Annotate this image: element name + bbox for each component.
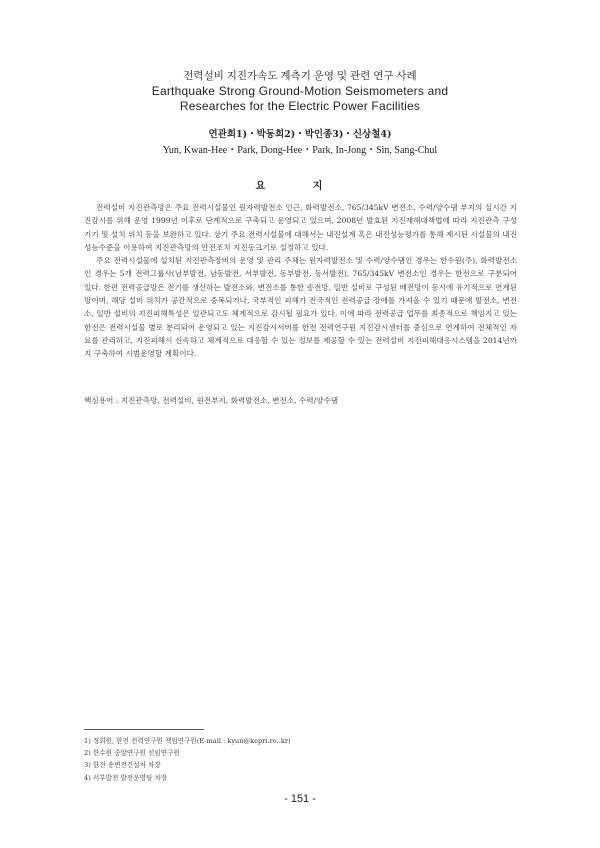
abstract-paragraph: 주요 전력시설물에 설치된 지진관측장비의 운영 및 관리 주체는 원자력발전소 및 수력/양수댐인 경우는 한수원(주), 화력발전소인 경우는 5개 전력그룹사(남부발전, 남동발전, 서부발전, 동부발전, 동서발전), 765/345kV 변전소인 경우는 한전으로 구분되어 있다. 한편 전력공급망은 전기를 생산하는 발전소와, 변전소를 통한 송전망, 일반 설비로 구성된 배전망이 동시에 유기적으로 연계된 망이며, 해당 설비 위치가 공간적으로 중복되거나, 국부적인 피해가 전국적인 전력공급 장애를 가져올 수 있기 때문에 발전소, 변전소, 일반 설비의 지진피해특성은 일관되고도 체계적으로 감시될 필요가 있다. 이에 따라 전력공급 업무를 최종적으로 책임지고 있는 한전은 전력시설물 별로 분리되어 운영되고 있는 지진감시서버를 한전 전력연구원 지진감시센터를 중심으로 연계하여 전체적인 자료를 관리하고, 지진피해시 신속하고 체계적으로 대응할 수 있는 정보를 제공할 수 있는 전력설비 지진피해대응시스템을 2014년까지 구축하여 시범운영할 계획이다. — [84, 256, 517, 359]
keywords: 핵심용어 : 지진관측망, 전력설비, 원전부지, 화력발전소, 변전소, 수력/양수댐 — [84, 396, 339, 405]
footnote: 4) 서부발전 발전운영팀 차장 — [84, 773, 168, 782]
title-korean: 전력설비 지진가속도 계측기 운영 및 관련 연구 사례 — [183, 70, 417, 82]
footnote-divider — [84, 729, 204, 730]
page-number: - 151 - — [284, 793, 316, 805]
footnotes — [84, 735, 517, 784]
abstract-body — [84, 201, 517, 361]
authors-english: Yun, Kwan-Hee・Park, Dong-Hee・Park, In-Jong・Sin, Sang-Chul — [162, 145, 438, 156]
authors-korean: 연관희1)・박동희2)・박인종3)・신상철4) — [208, 129, 392, 140]
abstract-heading: 요 지 — [255, 181, 345, 192]
title-english-line1: Earthquake Strong Ground-Motion Seismometers and — [151, 84, 449, 98]
abstract-paragraph: 전력설비 지진관측망은 주요 전력시설물인 원자력발전소 인근, 화력발전소, 765/345kV 변전소, 수력/양수댐 부지의 실시간 지진감시를 위해 운영 1999년 이후로 단계적으로 구축되고 운영되고 있으며, 2008년 발효된 지진재해대책법에 따라 지진관측 구성기기 및 설치 위치 등을 보완하고 있다. 상기 주요 전력시설물에 대해서는 내진설계 혹은 내진성능평가를 통해 제시된 시설물의 내진성능수준을 이용하여 지진관측망의 안전조치 지진동크기로 설정하고 있다. — [84, 203, 517, 252]
footnote: 3) 한전 송변전건설처 차장 — [84, 761, 161, 770]
title-english-line2: Researches for the Electric Power Facilities — [179, 99, 421, 113]
footnote: 2) 한수원 중앙연구원 선임연구원 — [84, 749, 180, 758]
footnote: 1) 정회원, 한전 전력연구원 책임연구원(E-mail : kyun@kepri.re..kr) — [84, 737, 291, 745]
